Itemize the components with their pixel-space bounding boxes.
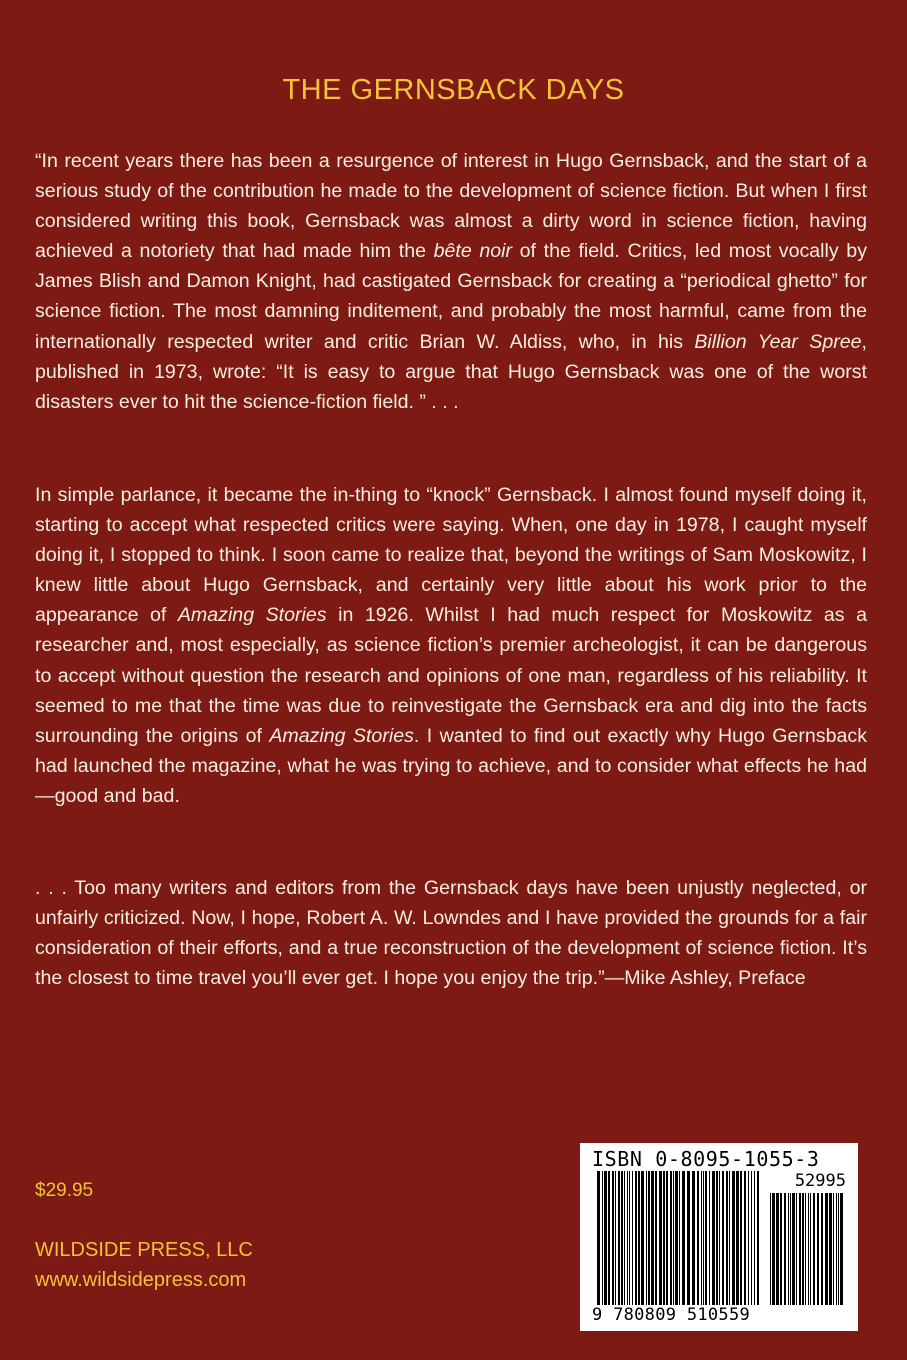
barcode-bar: [679, 1171, 680, 1305]
barcode-bar: [666, 1171, 668, 1305]
barcode-bar: [799, 1193, 801, 1305]
barcode-bar: [751, 1171, 752, 1305]
barcode-bar: [716, 1171, 718, 1305]
barcode-bar: [840, 1193, 843, 1305]
barcode-bar: [627, 1171, 628, 1305]
p1-italic-billion-year-spree: Billion Year Spree: [694, 330, 862, 353]
barcode-bar: [770, 1193, 771, 1305]
barcode-bar: [825, 1193, 828, 1305]
p2-text-c: in 1926. Whilst I had much respect for Moskowitz as a researcher and, most especially, as science fiction’s premier archeologist, it can be dangerous to accept without question the research and opinions of one man, regardless of his reliability. It seemed to me that the time was due to reinvestigate the Gernsback era and dig into the facts surrounding the origins of: [35, 604, 867, 747]
barcode-bar: [624, 1171, 625, 1305]
barcode-bar: [736, 1171, 739, 1305]
barcode-bar: [697, 1171, 699, 1305]
publisher-name: WILDSIDE PRESS, LLC: [35, 1239, 253, 1261]
barcode-bar: [790, 1193, 791, 1305]
barcode-bar: [641, 1171, 644, 1305]
barcode-bar: [833, 1193, 834, 1305]
blurb-paragraph-3: . . . Too many writers and editors from the Gernsback days have been unjustly neglected, or unfairly criticized. Now, I hope, Robert A. W. Lowndes and I have provided the grounds for a fair consideration of their efforts, and a true reconstruction of the development of science fiction. It’s the closest to time travel you’ll ever get. I hope you enjoy the trip.”—Mike Ashley, Preface: [35, 877, 867, 990]
barcode-bar: [629, 1171, 630, 1305]
p2-text-a: In simple parlance, it became the in-thing to “knock” Gernsback. I almost found myself doing it, starting to accept what respected critics were saying. When, one day in 1978, I caught myself doing it, I stopped to think. I soon came to realize that, beyond the writings of Sam Moskowitz, I knew little about Hugo Gernsback, and certainly very little about his work prior to the appearance of: [35, 484, 867, 627]
barcode-bar: [635, 1171, 637, 1305]
barcode-bar: [663, 1171, 665, 1305]
price-addon-barcode-bars: [770, 1193, 845, 1305]
barcode-bar: [836, 1193, 837, 1305]
barcode-bar: [692, 1171, 695, 1305]
barcode-bar: [646, 1171, 647, 1305]
barcode-bar: [682, 1171, 685, 1305]
barcode-bar: [719, 1171, 720, 1305]
barcode-bar: [638, 1171, 640, 1305]
p2-italic-amazing-stories-2: Amazing Stories: [269, 724, 414, 747]
barcode-bar: [651, 1171, 654, 1305]
ean-barcode-bars: [597, 1171, 763, 1305]
barcode-bar: [673, 1171, 674, 1305]
barcode-bar: [754, 1171, 755, 1305]
barcode-bar: [788, 1193, 789, 1305]
barcode-bar: [776, 1193, 779, 1305]
p1-italic-bete-noir: bête noir: [433, 240, 513, 263]
barcode-bar: [703, 1171, 704, 1305]
barcode-bar: [618, 1171, 620, 1305]
barcode-bar: [729, 1171, 730, 1305]
barcode-bar: [602, 1171, 603, 1305]
barcode-bar: [817, 1193, 819, 1305]
barcode-bar: [744, 1171, 746, 1305]
p2-text-e: . I wanted to find out exactly why Hugo Gernsback had launched the magazine, what he was trying to achieve, and to consider what effects he had—good and bad.: [35, 724, 867, 807]
barcode-bar: [805, 1193, 806, 1305]
price-code-text: 52995: [794, 1171, 846, 1191]
barcode-bar: [687, 1171, 690, 1305]
barcode-bar: [655, 1171, 657, 1305]
barcode-bar: [726, 1171, 728, 1305]
isbn-text: ISBN 0-8095-1055-3: [592, 1147, 820, 1171]
barcode-bar: [597, 1171, 600, 1305]
barcode-bar: [796, 1193, 797, 1305]
p1-text-c: of the field. Critics, led most vocally by James Blish and Damon Knight, had castigated Gernsback for creating a “periodical ghetto” for science fiction. The most damning inditement, and probably the most harmful, came from the internationally respected writer and critic Brian W. Aldiss, who, in his: [35, 240, 867, 353]
barcode-bar: [648, 1171, 650, 1305]
back-cover-title: THE GERNSBACK DAYS: [282, 74, 625, 106]
barcode-bar: [829, 1193, 832, 1305]
price-label: $29.95: [35, 1180, 94, 1201]
barcode-bar: [604, 1171, 607, 1305]
barcode-bar: [608, 1171, 610, 1305]
blurb-paragraph-1: [35, 146, 867, 417]
ean-number-text: 9 780809 510559: [592, 1305, 751, 1325]
barcode-bar: [748, 1171, 749, 1305]
barcode-bar: [621, 1171, 623, 1305]
p1-text-e: , published in 1973, wrote: “It is easy to argue that Hugo Gernsback was one of the worst disasters ever to hit the science-fiction field. ” . . .: [35, 330, 867, 413]
publisher-website: www.wildsidepress.com: [35, 1269, 247, 1291]
barcode-bar: [712, 1171, 715, 1305]
barcode-bar: [784, 1193, 786, 1305]
barcode-bar: [659, 1171, 662, 1305]
isbn-barcode-box: [580, 1143, 858, 1331]
barcode-bar: [632, 1171, 633, 1305]
barcode-bar: [615, 1171, 616, 1305]
barcode-bar: [740, 1171, 742, 1305]
barcode-bar: [808, 1193, 809, 1305]
barcode-bar: [772, 1193, 775, 1305]
barcode-bar: [732, 1171, 735, 1305]
barcode-bar: [722, 1171, 724, 1305]
barcode-bar: [792, 1193, 795, 1305]
barcode-bar: [802, 1193, 804, 1305]
barcode-bar: [701, 1171, 702, 1305]
barcode-bar: [821, 1193, 823, 1305]
blurb-paragraph-2: [35, 480, 867, 811]
barcode-bar: [670, 1171, 672, 1305]
p1-text-a: “In recent years there has been a resurgence of interest in Hugo Gernsback, and the start of a serious study of the contribution he made to the development of science fiction. But when I first considered writing this book, Gernsback was almost a dirty word in science fiction, having achieved a notoriety that had made him the: [35, 150, 867, 263]
barcode-bar: [705, 1171, 707, 1305]
barcode-bar: [675, 1171, 678, 1305]
barcode-bar: [612, 1171, 614, 1305]
barcode-bar: [838, 1193, 839, 1305]
barcode-bar: [780, 1193, 782, 1305]
p2-italic-amazing-stories-1: Amazing Stories: [177, 604, 327, 627]
barcode-bar: [709, 1171, 710, 1305]
barcode-bar: [757, 1171, 759, 1305]
barcode-bar: [810, 1193, 811, 1305]
barcode-bar: [813, 1193, 815, 1305]
